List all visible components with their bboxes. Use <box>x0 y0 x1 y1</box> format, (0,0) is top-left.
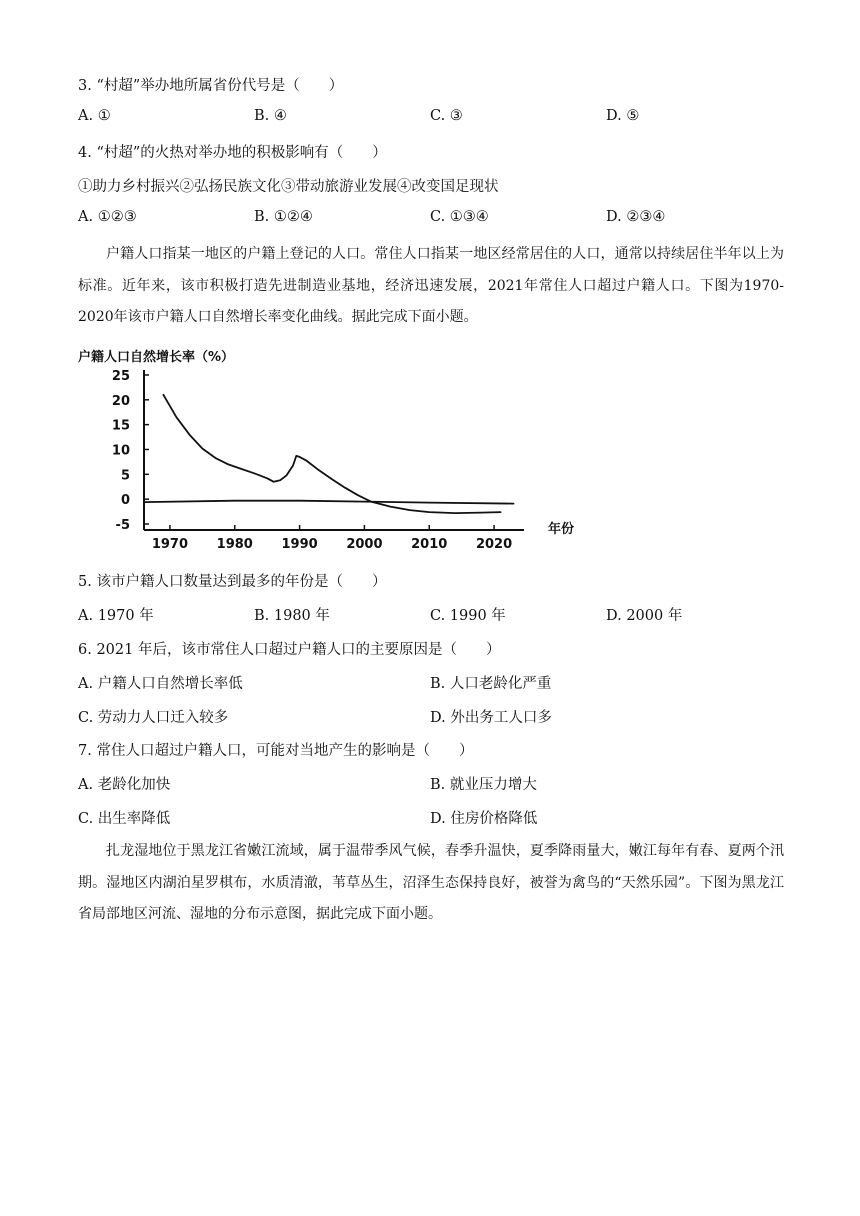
q5-option-c[interactable]: C. 1990 年 <box>430 608 506 624</box>
q4-option-d[interactable]: D. ②③④ <box>606 209 666 225</box>
x-tick-label: 2000 <box>346 537 383 552</box>
series-line-2 <box>144 501 514 504</box>
question-7-stem: 7. 常住人口超过户籍人口，可能对当地产生的影响是（ ） <box>78 743 474 759</box>
x-tick-label: 2020 <box>475 537 513 552</box>
q6-option-a[interactable]: A. 户籍人口自然增长率低 <box>78 676 243 692</box>
question-4-stem: 4. “村超”的火热对举办地的积极影响有（ ） <box>78 145 387 161</box>
passage-zhalong-wetland: 扎龙湿地位于黑龙江省嫩江流域，属于温带季风气候，春季升温快，夏季降雨量大，嫩江每年有春、夏两个汛期。湿地区内湖泊星罗棋布，水质清澈，苇草丛生，沼泽生态保持良好，被誉为禽鸟的“天然乐园”。下图为黑龙江省局部地区河流、湿地的分布示意图，据此完成下面小题。 <box>78 843 784 922</box>
q5-option-a[interactable]: A. 1970 年 <box>78 608 154 624</box>
q3-option-d[interactable]: D. ⑤ <box>606 108 640 124</box>
q6-option-d[interactable]: D. 外出务工人口多 <box>430 710 552 726</box>
x-tick-label: 1970 <box>151 537 189 552</box>
chart-title: 户籍人口自然增长率（%） <box>78 350 235 365</box>
question-3-stem: 3. “村超”举办地所属省份代号是（ ） <box>78 78 344 94</box>
q3-option-c[interactable]: C. ③ <box>430 108 463 124</box>
q4-option-b[interactable]: B. ①②④ <box>254 209 313 225</box>
q3-option-a[interactable]: A. ① <box>78 108 111 124</box>
y-tick-label: 5 <box>120 468 130 484</box>
x-axis-label: 年份 <box>548 522 575 537</box>
x-tick-label: 2010 <box>411 537 448 552</box>
q3-option-b[interactable]: B. ④ <box>254 108 287 124</box>
growth-rate-chart <box>78 368 598 558</box>
y-tick-label: 15 <box>111 418 130 434</box>
y-tick-label: 25 <box>111 368 130 384</box>
passage-population: 户籍人口指某一地区的户籍上登记的人口。常住人口指某一地区经常居住的人口，通常以持续居住半年以上为标准。近年来，该市积极打造先进制造业基地，经济迅速发展，2021年常住人口超过户籍人口。下图为1970-2020年该市户籍人口自然增长率变化曲线。据此完成下面小题。 <box>78 246 784 325</box>
q5-option-d[interactable]: D. 2000 年 <box>606 608 683 624</box>
y-tick-label: -5 <box>115 518 130 533</box>
q7-option-a[interactable]: A. 老龄化加快 <box>78 777 171 793</box>
q4-option-c[interactable]: C. ①③④ <box>430 209 489 225</box>
x-tick-label: 1990 <box>281 537 318 552</box>
q7-option-d[interactable]: D. 住房价格降低 <box>430 811 538 827</box>
y-tick-label: 0 <box>120 493 130 509</box>
question-6-stem: 6. 2021 年后，该市常住人口超过户籍人口的主要原因是（ ） <box>78 642 501 658</box>
q7-option-c[interactable]: C. 出生率降低 <box>78 811 171 827</box>
q4-option-a[interactable]: A. ①②③ <box>78 209 137 225</box>
q6-option-c[interactable]: C. 劳动力人口迁入较多 <box>78 710 229 726</box>
question-5-stem: 5. 该市户籍人口数量达到最多的年份是（ ） <box>78 574 387 590</box>
question-4-choices: ①助力乡村振兴②弘扬民族文化③带动旅游业发展④改变国足现状 <box>78 179 499 195</box>
y-tick-label: 10 <box>111 443 130 459</box>
y-tick-label: 20 <box>111 393 130 409</box>
x-tick-label: 1980 <box>216 537 253 552</box>
q5-option-b[interactable]: B. 1980 年 <box>254 608 330 624</box>
q6-option-b[interactable]: B. 人口老龄化严重 <box>430 676 552 692</box>
series-line-1 <box>163 395 500 513</box>
q7-option-b[interactable]: B. 就业压力增大 <box>430 777 537 793</box>
